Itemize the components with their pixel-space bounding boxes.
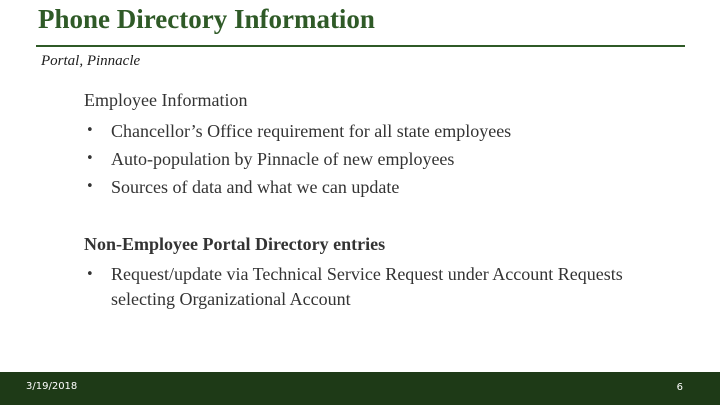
bullet-item: [86, 117, 686, 145]
section-heading-employee-information: Employee Information: [84, 90, 248, 110]
bullet-item: [86, 173, 686, 201]
slide-title: Phone Directory Information: [38, 4, 375, 34]
non-employee-bullets: [86, 262, 686, 312]
bullet-item: [86, 262, 686, 312]
bullet-text: Sources of data and what we can update: [111, 177, 400, 197]
title-divider: [36, 45, 685, 47]
employee-information-bullets: [86, 117, 686, 201]
footer-date: 3/19/2018: [26, 381, 78, 392]
bullet-icon: •: [86, 267, 94, 282]
slide-subtitle: Portal, Pinnacle: [41, 53, 141, 69]
bullet-text: Auto-population by Pinnacle of new employees: [111, 149, 455, 169]
bullet-icon: •: [86, 151, 94, 166]
bullet-text: Request/update via Technical Service Request under Account Requests selecting Organizational Account: [111, 264, 623, 309]
bullet-text: Chancellor’s Office requirement for all state employees: [111, 121, 512, 141]
page-number: 6: [676, 382, 683, 393]
bullet-item: [86, 145, 686, 173]
bullet-icon: •: [86, 123, 94, 138]
section-heading-non-employee-entries: Non-Employee Portal Directory entries: [84, 234, 386, 254]
bullet-icon: •: [86, 179, 94, 194]
footer-bar: [0, 372, 720, 405]
